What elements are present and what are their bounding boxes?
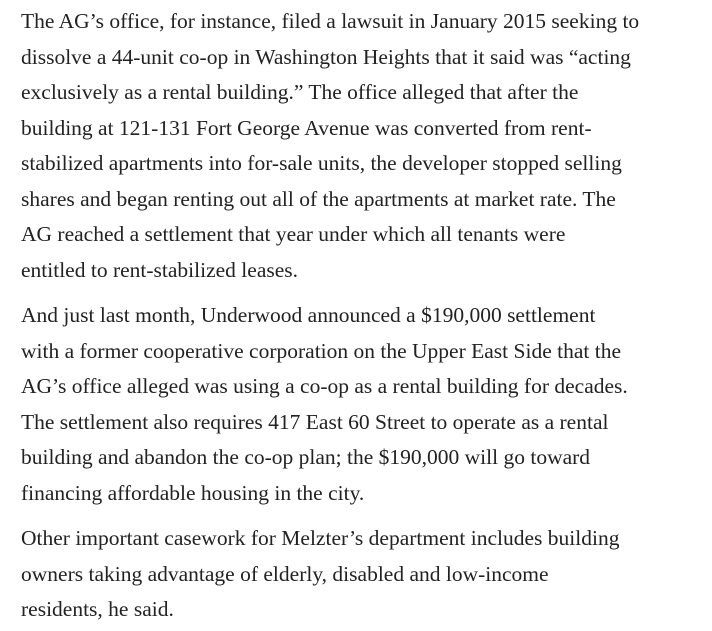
paragraph-line: financing affordable housing in the city. [21,480,365,505]
paragraph-line: And just last month, Underwood announced a $190,000 settlement [21,303,596,327]
paragraph-line: The AG’s office, for instance, filed a lawsuit in January 2015 seeking to [21,9,640,33]
paragraph-line: residents, he said. [21,597,174,621]
paragraph-casework [21,521,701,628]
paragraph-ag-lawsuit [21,4,701,288]
paragraph-line: stabilized apartments into for-sale units, the developer stopped selling [21,151,622,175]
paragraph-line: dissolve a 44-unit co-op in Washington Heights that it said was “acting [21,44,631,69]
paragraph-line: building at 121-131 Fort George Avenue was converted from rent- [21,115,592,140]
paragraph-line: owners taking advantage of elderly, disabled and low-income [21,561,549,586]
paragraph-line: exclusively as a rental building.” The office alleged that after the [21,80,579,104]
paragraph-line: entitled to rent-stabilized leases. [21,257,299,282]
paragraph-line: The settlement also requires 417 East 60 Street to operate as a rental [21,409,609,434]
paragraph-line: AG’s office alleged was using a co-op as a rental building for decades. [21,374,628,398]
paragraph-line: building and abandon the co-op plan; the $190,000 will go toward [21,445,591,469]
paragraph-line: AG reached a settlement that year under which all tenants were [21,222,566,246]
article-body [21,4,701,628]
paragraph-line: Other important casework for Melzter’s department includes building [21,526,620,550]
paragraph-underwood-settlement [21,298,701,511]
paragraph-line: with a former cooperative corporation on the Upper East Side that the [21,338,622,363]
paragraph-line: shares and began renting out all of the apartments at market rate. The [21,186,616,211]
